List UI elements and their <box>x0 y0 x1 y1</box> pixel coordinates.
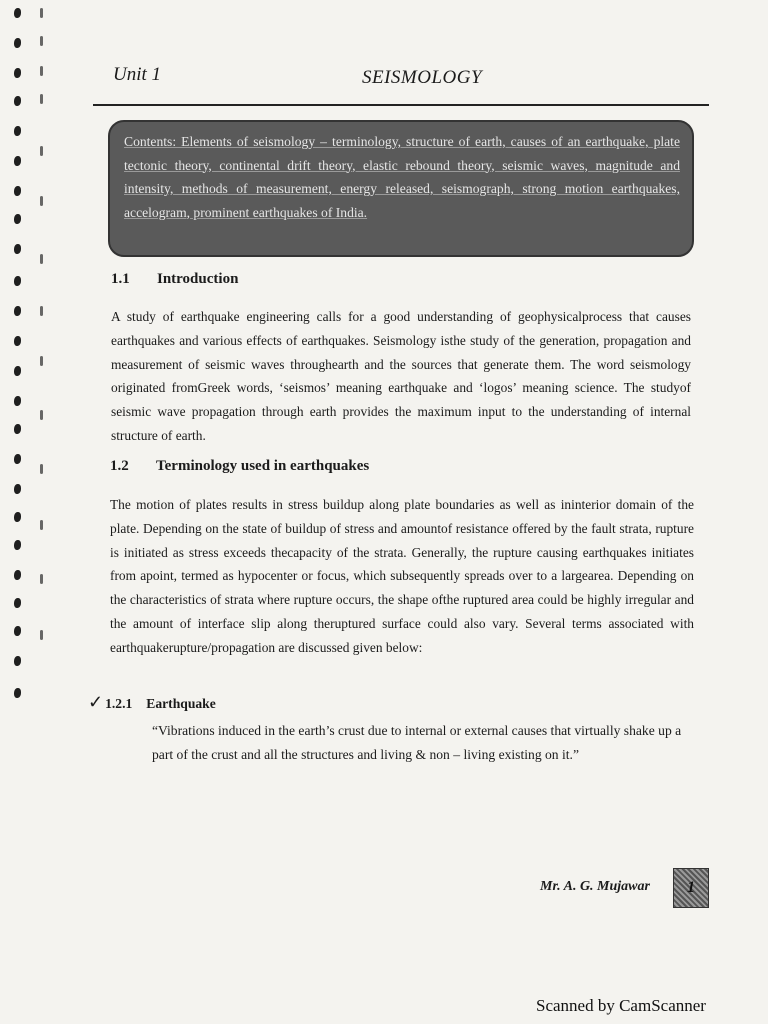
terminology-paragraph: The motion of plates results in stress buildup along plate boundaries as well as ininterior domain of the plate. Depending on the state of buildup of stress and amountof resistance offered by the fault strata, rupture is initiated as stress exceeds thecapacity of the strata. Generally, the rupture causing earthquakes initiates from apoint, termed as hypocenter or focus, which subsequently spreads over to a largearea. Depending on the characteristics of strata where rupture occurs, the shape ofthe ruptured area could be highly irregular and the amount of interface slip along theruptured surface could also vary. Several terms associated with earthquakerupture/propagation are discussed given below: <box>110 497 694 655</box>
section-heading-introduction <box>111 271 238 288</box>
page-number: 1 <box>673 868 709 908</box>
section-number: 1.2 <box>110 458 129 474</box>
section-title: Terminology used in earthquakes <box>156 458 370 474</box>
subsection-heading-earthquake <box>88 692 216 713</box>
scanner-watermark: Scanned by CamScanner <box>536 996 706 1015</box>
subsection-number: 1.2.1 <box>105 696 133 711</box>
section-title: Introduction <box>157 271 239 287</box>
header-rule <box>93 104 709 106</box>
contents-text: Contents: Elements of seismology – terminology, structure of earth, causes of an earthquake, plate tectonic theory, continental drift theory, elastic rebound theory, seismic waves, magnitude and intensity, methods of measurement, energy released, seismograph, strong motion earthquakes, accelogram, prominent earthquakes of India. <box>124 134 680 220</box>
page-title: SEISMOLOGY <box>362 67 483 88</box>
subsection-title: Earthquake <box>146 696 216 711</box>
author-name: Mr. A. G. Mujawar <box>540 879 650 894</box>
section-heading-terminology <box>110 458 369 475</box>
introduction-paragraph: A study of earthquake engineering calls for a good understanding of geophysicalprocess that causes earthquakes and various effects of earthquakes. Seismology isthe study of the generation, propagation and measurement of seismic waves throughearth and the sources that generate them. The word seismology originated fromGreek words, ‘seismos’ meaning earthquake and ‘logos’ meaning science. The studyof seismic wave propagation through earth provides the maximum input to the understanding of internal structure of earth. <box>111 309 691 443</box>
unit-label: Unit 1 <box>113 64 162 85</box>
section-number: 1.1 <box>111 271 130 287</box>
earthquake-definition-quote: “Vibrations induced in the earth’s crust due to internal or external causes that virtually shake up a part of the crust and all the structures and living & non – living existing on it.” <box>152 723 682 762</box>
binding-holes <box>0 0 60 1000</box>
contents-box <box>108 120 694 257</box>
check-mark-icon: ✓ <box>88 692 104 712</box>
